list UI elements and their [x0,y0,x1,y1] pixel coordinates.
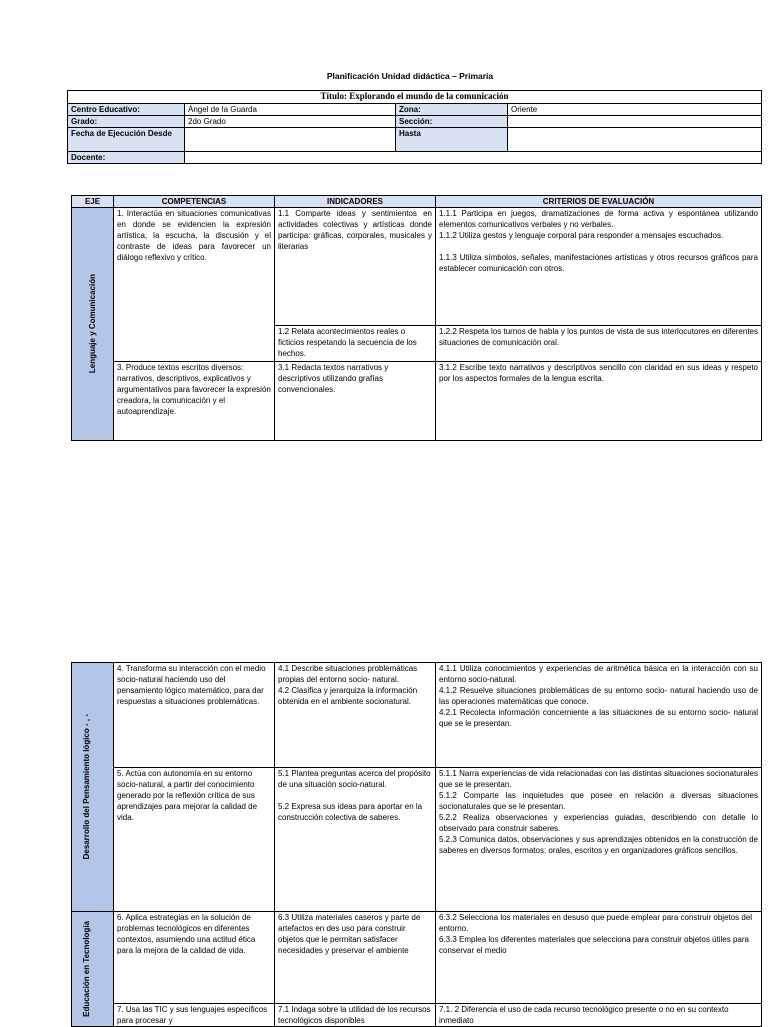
eje-tecnologia [72,912,114,1027]
criterios-1-1 [436,208,762,326]
fecha-label: Fecha de Ejecución Desde [68,128,185,152]
competencia-3: 3. Produce textos escritos diversos: narrativos, descriptivos, explicativos y argumentativos para favorecer la expresión creadora, la comunicación y el autoaprendizaje. [114,362,275,441]
indicador-3-1: 3.1 Redacta textos narrativos y descriptivos utilizando grafías convencionales. [275,362,436,441]
criterio-1-2-2: 1.2.2 Respeta los turnos de habla y los puntos de vista de sus interlocutores en diferentes situaciones de comunicación oral. [436,326,762,362]
centro-label: Centro Educativo: [68,104,185,116]
grado-value: 2do Grado [185,116,396,128]
criterio-4-1-2: 4.1.2 Resuelve situaciones problemáticas de su entorno socio- natural haciendo uso de las operaciones matemáticas que conoce. [439,686,758,706]
criterios-6 [436,912,762,1004]
eje-lenguaje [72,208,114,441]
criterio-1-1-3: 1.1.3 Utiliza símbolos, señales, manifestaciones artísticas y otros recursos gráficos para establecer comunicación con otros. [439,253,758,273]
criterio-5-2-3: 5.2.3 Comunica datos, observaciones y sus aprendizajes obtenidos en la construcción de saberes en diversos formatos: orales, escritos y en organizadores gráficos sencillos. [439,835,758,855]
criterio-5-1-2: 5.1.2 Comparte las inquietudes que posee en relación a diversas situaciones socionaturales que se le presentan. [439,791,758,811]
indicador-4-1: 4.1 Describe situaciones problemáticas propias del entorno socio- natural. [278,664,418,684]
criterio-5-1-1: 5.1.1 Narra experiencias de vida relacionadas con las distintas situaciones socionaturales que se le presentan. [439,769,758,789]
criterio-4-1-1: 4.1.1 Utiliza conocimientos y experiencias de aritmética básica en la interacción con su entorno socio-natural. [439,664,758,684]
col-eje-header: EJE [72,196,114,208]
criterios-4 [436,663,762,768]
eje-pensamiento-label: Desarrollo del Pensamiento lógico - , - [81,714,91,860]
competencia-1: 1. Interactúa en situaciones comunicativas en donde se evidencien la expresión artística, la escucha, la discusión y el contraste de ideas para favorecer un diálogo reflexivo y crítico. [114,208,275,362]
seccion-value [508,116,762,128]
eje-tecnologia-label: Educación en Tecnología [81,921,91,1017]
col-competencias-header: COMPETENCIAS [114,196,275,208]
eje-lenguaje-label: Lenguaje y Comunicación [87,274,97,374]
planning-table-lenguaje [71,195,762,441]
indicador-1-1: 1.1 Comparte ideas y sentimientos en actividades colectivas y artísticas donde participa: gráficas, corporales, musicales y literarias [275,208,436,326]
document-title: Planificación Unidad didáctica – Primaria [326,71,494,81]
competencia-7: 7. Usa las TIC y sus lenguajes específicos para procesar y [114,1004,275,1027]
zona-label: Zona: [396,104,508,116]
criterio-5-2-2: 5.2.2 Realiza observaciones y experiencias guiadas, describiendo con detalle lo observado para construir saberes. [439,813,758,833]
competencia-6: 6. Aplica estrategias en la solución de problemas tecnológicos en diferentes contextos, asumiendo una actitud ética para la mejora de la calidad de vida. [114,912,275,1004]
seccion-label: Sección: [396,116,508,128]
criterio-1-1-2: 1.1.2 Utiliza gestos y lenguaje corporal para responder a mensajes escuchados. [439,231,724,240]
grado-label: Grado: [68,116,185,128]
criterio-3-1-2: 3.1.2 Escribe texto narrativos y descriptivos sencillo con claridad en sus ideas y respeto por los aspectos formales de la lengua escrita. [436,362,762,441]
criterio-4-2-1: 4.2.1 Recolecta información concerniente a las situaciones de su entorno socio- natural que se le presentan. [439,708,758,728]
eje-pensamiento [72,663,114,912]
criterio-6-3-3: 6.3.3 Emplea los diferentes materiales que selecciona para construir objetos útiles para conservar el medio [439,935,749,955]
competencia-4: 4. Transforma su interacción con el medio socio-natural haciendo uso del pensamiento lógico matemático, para dar respuestas a situaciones problemáticas. [114,663,275,768]
hasta-label: Hasta [396,128,508,152]
unit-title: Título: Explorando el mundo de la comunicación [68,91,762,104]
zona-value: Oriente [508,104,762,116]
criterios-5 [436,768,762,912]
docente-value [185,152,762,164]
centro-value: Ángel de la Guarda [185,104,396,116]
docente-label: Docente: [68,152,185,164]
planning-table-continuation [71,662,762,1027]
competencia-5: 5. Actúa con autonomía en su entorno socio-natural, a partir del conocimiento generado por la reflexión crítica de sus aprendizajes para mejorar la calidad de vida. [114,768,275,912]
indicadores-5 [275,768,436,912]
col-criterios-header: CRITERIOS DE EVALUACIÓN [436,196,762,208]
indicadores-4 [275,663,436,768]
fecha-value [185,128,396,152]
hasta-value [508,128,762,152]
indicador-5-1: 5.1 Plantea preguntas acerca del propósito de una situación socio-natural. [278,769,431,789]
header-table [67,90,762,164]
col-indicadores-header: INDICADORES [275,196,436,208]
criterio-6-3-2: 6.3.2 Selecciona los materiales en desuso que puede emplear para construir objetos del entorno. [439,913,753,933]
indicador-1-2: 1.2 Relata acontecimientos reales o ficticios respetando la secuencia de los hechos. [275,326,436,362]
indicador-4-2: 4.2 Clasifica y jerarquiza la información obtenida en el ambiente socionatural. [278,686,418,706]
criterio-1-1-1: 1.1.1 Participa en juegos, dramatizaciones de forma activa y espontánea utilizando elementos comunicativos verbales y no verbales. [439,209,758,229]
indicador-6-3: 6.3 Utiliza materiales caseros y parte de artefactos en des uso para construir objetos que le permitan satisfacer necesidades y preservar el ambiente [275,912,436,1004]
indicador-5-2: 5.2 Expresa sus ideas para aportar en la construcción colectiva de saberes. [278,802,423,822]
criterio-7-1-2: 7.1. 2 Diferencia el uso de cada recurso tecnológico presente o no en su contexto inmediato [436,1004,762,1027]
indicador-7-1: 7.1 Indaga sobre la utilidad de los recursos tecnológicos disponibles [275,1004,436,1027]
